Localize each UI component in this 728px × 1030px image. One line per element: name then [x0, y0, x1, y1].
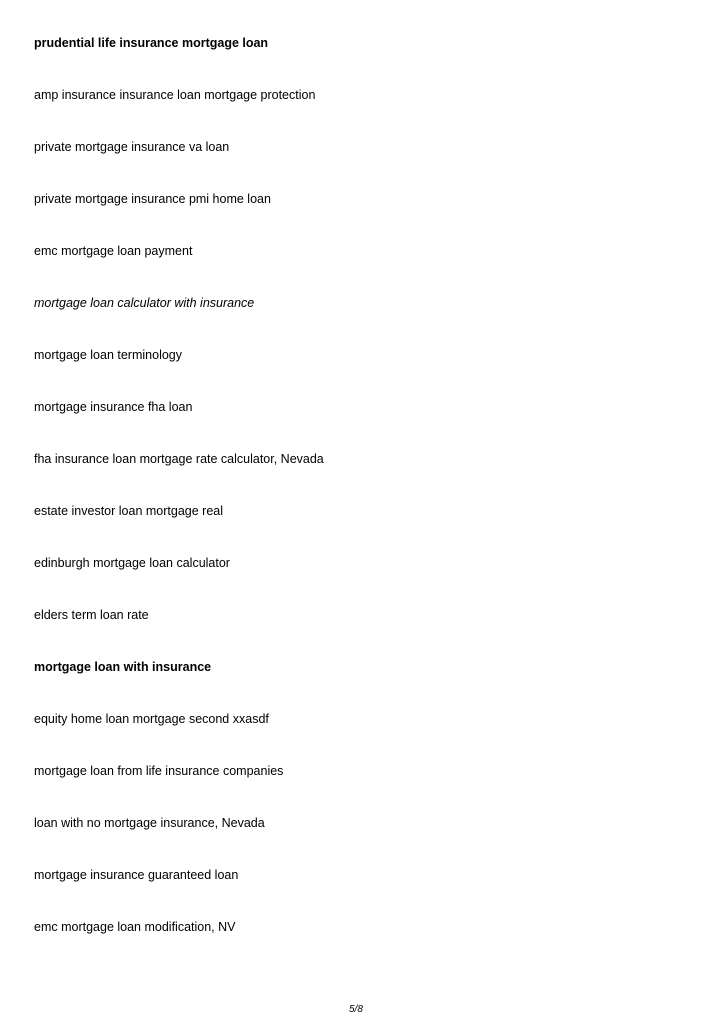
- list-item: private mortgage insurance va loan: [34, 140, 230, 154]
- list-item: mortgage loan terminology: [34, 348, 182, 362]
- list-item: fha insurance loan mortgage rate calculator, Nevada: [34, 452, 324, 466]
- list-item: mortgage loan with insurance: [34, 660, 212, 674]
- list-item: mortgage loan from life insurance companies: [34, 764, 284, 778]
- list-item: mortgage loan calculator with insurance: [34, 296, 255, 310]
- list-item: emc mortgage loan payment: [34, 244, 193, 258]
- list-item: mortgage insurance fha loan: [34, 400, 193, 414]
- page-number: 5/8: [349, 1004, 363, 1015]
- list-item: edinburgh mortgage loan calculator: [34, 556, 230, 570]
- list-item: prudential life insurance mortgage loan: [34, 36, 269, 50]
- list-item: amp insurance insurance loan mortgage protection: [34, 88, 316, 102]
- list-item: emc mortgage loan modification, NV: [34, 920, 236, 934]
- list-item: equity home loan mortgage second xxasdf: [34, 712, 269, 726]
- list-item: private mortgage insurance pmi home loan: [34, 192, 271, 206]
- list-item: estate investor loan mortgage real: [34, 504, 223, 518]
- list-item: loan with no mortgage insurance, Nevada: [34, 816, 265, 830]
- list-item: mortgage insurance guaranteed loan: [34, 868, 239, 882]
- list-item: elders term loan rate: [34, 608, 149, 622]
